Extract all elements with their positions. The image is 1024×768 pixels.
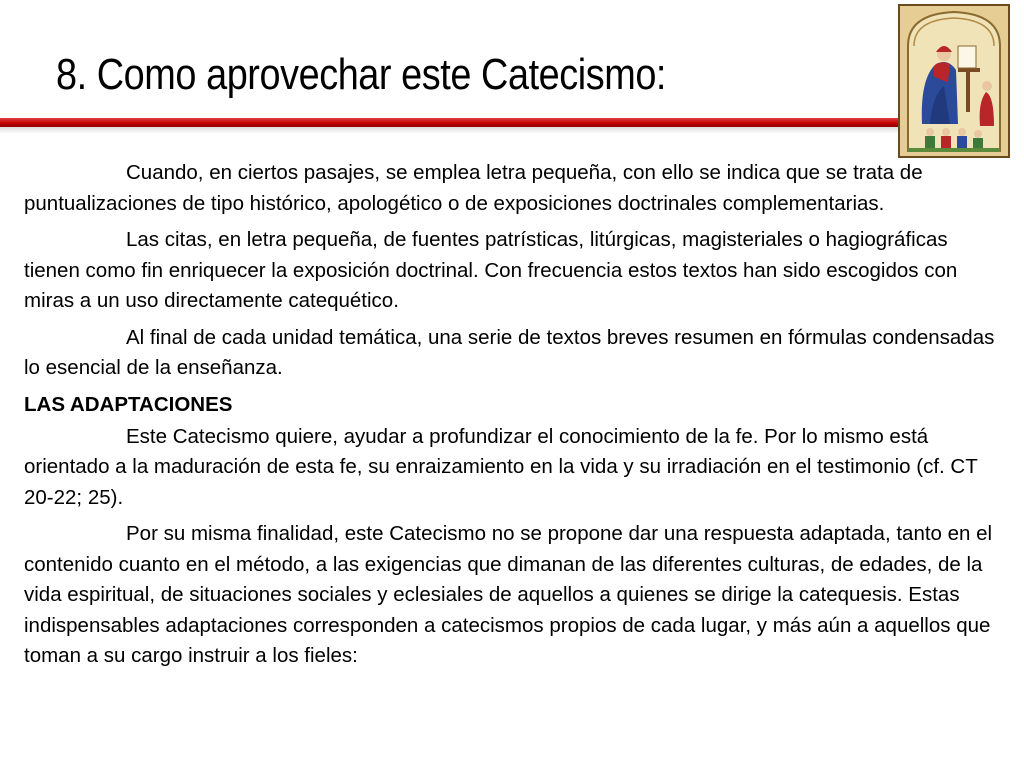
manuscript-illustration-art — [900, 6, 1008, 156]
paragraph: Cuando, en ciertos pasajes, se emplea letra pequeña, con ello se indica que se trata de puntualizaciones de tipo histórico, apologético o de exposiciones doctrinales complementarias. — [24, 161, 923, 215]
paragraph: Por su misma finalidad, este Catecismo no se propone dar una respuesta adaptada, tanto en el contenido cuanto en el método, a las exigencias que dimanan de las diferentes culturas, de edades, de la vida espiritual, de situaciones sociales y eclesiales de aquellos a quienes se dirige la catequesis. Estas indispensables adaptaciones corresponden a catecismos propios de cada lugar, y más aún a aquellos que toman a su cargo instruir a los fieles: — [24, 522, 993, 667]
title-rule — [0, 118, 900, 127]
paragraph: Las citas, en letra pequeña, de fuentes patrísticas, litúrgicas, magisteriales o hagiográficas tienen como fin enriquecer la exposición doctrinal. Con frecuencia estos textos han sido escogidos con miras a un uso directamente catequético. — [24, 228, 958, 312]
paragraph: Este Catecismo quiere, ayudar a profundizar el conocimiento de la fe. Por lo mismo está orientado a la maduración de esta fe, su enraizamiento en la vida y su irradiación en el testimonio (cf. CT 20-22; 25). — [24, 424, 978, 509]
manuscript-illustration — [898, 4, 1010, 158]
paragraph: Al final de cada unidad temática, una serie de textos breves resumen en fórmulas condensadas lo esencial de la enseñanza. — [24, 325, 995, 379]
slide-body — [24, 158, 1000, 678]
slide-title: 8. Como aprovechar este Catecismo: — [56, 50, 667, 99]
section-heading: LAS ADAPTACIONES — [24, 392, 233, 416]
